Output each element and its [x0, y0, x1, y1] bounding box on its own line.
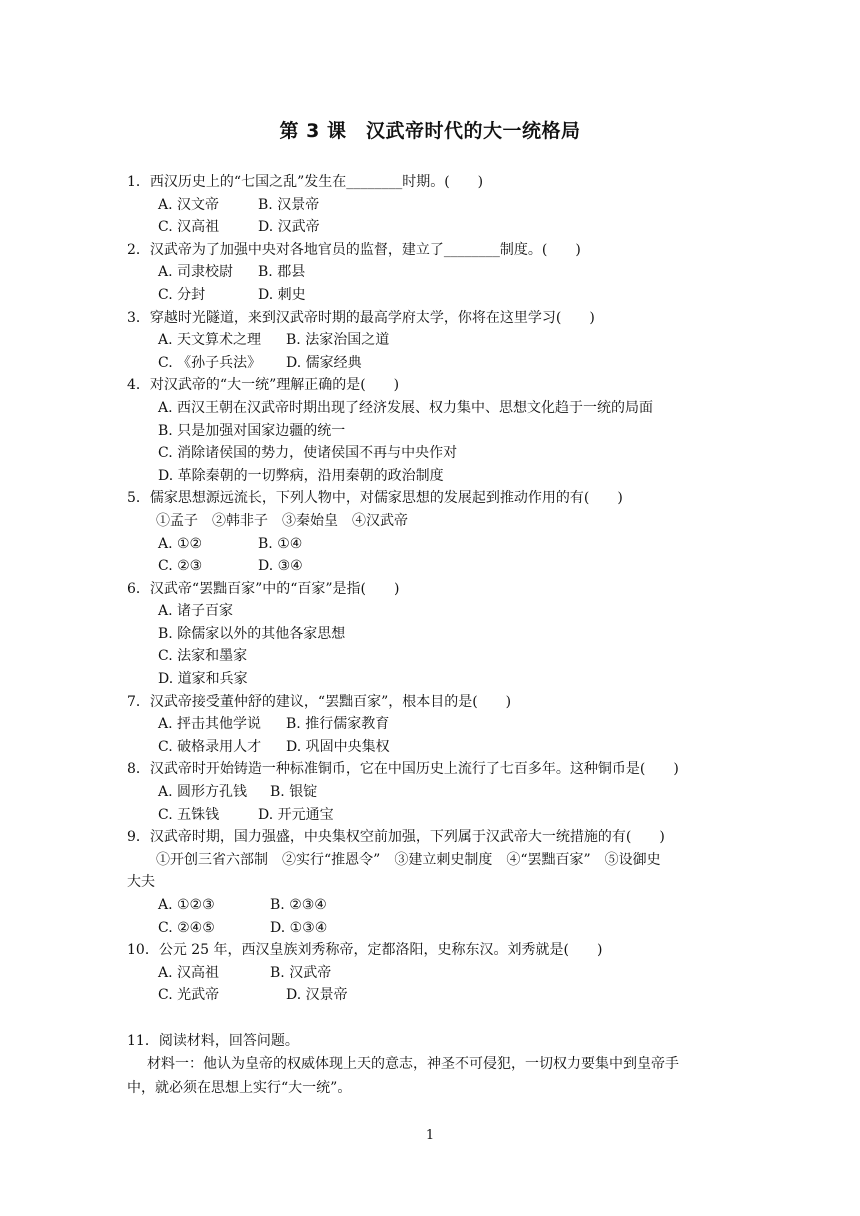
option-row — [127, 194, 739, 217]
question-items: ①开创三省六部制 ②实行“推恩令” ③建立刺史制度 ④“罢黜百家” ⑤设御史 — [156, 851, 661, 868]
answer-option: D. 革除秦朝的一切弊病，沿用秦朝的政治制度 — [158, 467, 444, 484]
answer-option: B. ①④ — [258, 535, 303, 552]
answer-option: B. 汉武帝 — [270, 964, 332, 981]
answer-option: B. 法家治国之道 — [286, 332, 390, 349]
question-stem: 2．汉武帝为了加强中央对各地官员的监督，建立了________制度。( ) — [127, 241, 581, 258]
answer-option: C. 分封 — [158, 286, 206, 303]
option-row — [127, 284, 739, 307]
answer-option: C. ②③ — [158, 558, 203, 575]
answer-option: B. 汉景帝 — [258, 196, 320, 213]
spacer — [127, 1007, 739, 1030]
question-stem: 3．穿越时光隧道，来到汉武帝时期的最高学府太学，你将在这里学习( ) — [127, 309, 595, 326]
answer-option: C. 消除诸侯国的势力，使诸侯国不再与中央作对 — [158, 445, 458, 462]
question-stem: 5．儒家思想源远流长，下列人物中，对儒家思想的发展起到推动作用的有( ) — [127, 490, 623, 507]
answer-option: C. 汉高祖 — [158, 219, 220, 236]
option-row — [127, 962, 739, 985]
answer-option: B. 除儒家以外的其他各家思想 — [158, 625, 346, 642]
answer-option: D. 儒家经典 — [286, 354, 362, 371]
page-title: 第 3 课 汉武帝时代的大一统格局 — [279, 120, 581, 142]
question-list — [127, 171, 739, 1100]
answer-option: C. 法家和墨家 — [158, 648, 248, 665]
option-row — [127, 804, 739, 827]
question-items: ①孟子 ②韩非子 ③秦始皇 ④汉武帝 — [156, 512, 408, 529]
option-row — [127, 713, 739, 736]
question-stem: 8．汉武帝时开始铸造一种标准铜币，它在中国历史上流行了七百多年。这种铜币是( ) — [127, 761, 679, 778]
option-row — [127, 894, 739, 917]
answer-option: A. 抨击其他学说 — [158, 716, 262, 733]
option-row — [127, 984, 739, 1007]
answer-option: D. 汉景帝 — [286, 987, 348, 1004]
answer-option: C. 五铢钱 — [158, 806, 220, 823]
answer-option: D. 汉武帝 — [258, 219, 320, 236]
material-text: 材料一：他认为皇帝的权威体现上天的意志，神圣不可侵犯，一切权力要集中到皇帝手 — [147, 1056, 679, 1073]
answer-option: B. 郡县 — [258, 264, 306, 281]
question-stem: 4．对汉武帝的“大一统”理解正确的是( ) — [127, 377, 400, 394]
answer-option: A. 诸子百家 — [158, 603, 234, 620]
question-stem: 6．汉武帝“罢黜百家”中的“百家”是指( ) — [127, 580, 400, 597]
answer-option: A. 汉高祖 — [158, 964, 220, 981]
option-row — [127, 352, 739, 375]
answer-option: B. ②③④ — [270, 897, 327, 913]
answer-option: C. 《孙子兵法》 — [158, 354, 262, 371]
option-row — [127, 917, 739, 940]
answer-option: A. 司隶校尉 — [158, 264, 234, 281]
question-stem: 9．汉武帝时期，国力强盛，中央集权空前加强，下列属于汉武帝大一统措施的有( ) — [127, 829, 665, 846]
answer-option: A. 汉文帝 — [158, 196, 220, 213]
answer-option: D. ③④ — [258, 558, 303, 575]
answer-option: A. 西汉王朝在汉武帝时期出现了经济发展、权力集中、思想文化趋于一统的局面 — [158, 399, 654, 416]
option-row — [127, 555, 739, 578]
question-stem: 1．西汉历史上的“七国之乱”发生在________时期。( ) — [127, 174, 484, 190]
option-row — [127, 533, 739, 556]
question-items-continued: 大夫 — [127, 874, 155, 891]
answer-option: A. 天文算术之理 — [158, 332, 262, 349]
answer-option: C. 光武帝 — [158, 987, 220, 1004]
answer-option: A. 圆形方孔钱 — [158, 784, 248, 801]
option-row — [127, 261, 739, 284]
question-stem: 7．汉武帝接受董仲舒的建议，“罢黜百家”，根本目的是( ) — [127, 693, 512, 710]
answer-option: D. 刺史 — [258, 286, 306, 303]
answer-option: A. ①②③ — [158, 897, 215, 913]
answer-option: D. 开元通宝 — [258, 806, 334, 823]
answer-option: C. ②④⑤ — [158, 919, 215, 936]
question-stem: 10．公元 25 年，西汉皇族刘秀称帝，定都洛阳，史称东汉。刘秀就是( ) — [127, 942, 603, 959]
answer-option: C. 破格录用人才 — [158, 738, 262, 755]
option-row — [127, 329, 739, 352]
answer-option: D. 巩固中央集权 — [286, 738, 390, 755]
answer-option: B. 只是加强对国家边疆的统一 — [158, 422, 346, 439]
material-text: 中，就必须在思想上实行“大一统”。 — [127, 1080, 352, 1097]
question-stem: 11．阅读材料，回答问题。 — [127, 1032, 299, 1049]
page-number: 1 — [425, 1128, 435, 1143]
answer-option: B. 推行儒家教育 — [286, 716, 390, 733]
answer-option: D. 道家和兵家 — [158, 671, 248, 688]
option-row — [127, 781, 739, 804]
option-row — [127, 216, 739, 239]
option-row — [127, 736, 739, 759]
answer-option: B. 银锭 — [270, 784, 318, 801]
answer-option: D. ①③④ — [270, 919, 328, 936]
answer-option: A. ①② — [158, 535, 203, 552]
